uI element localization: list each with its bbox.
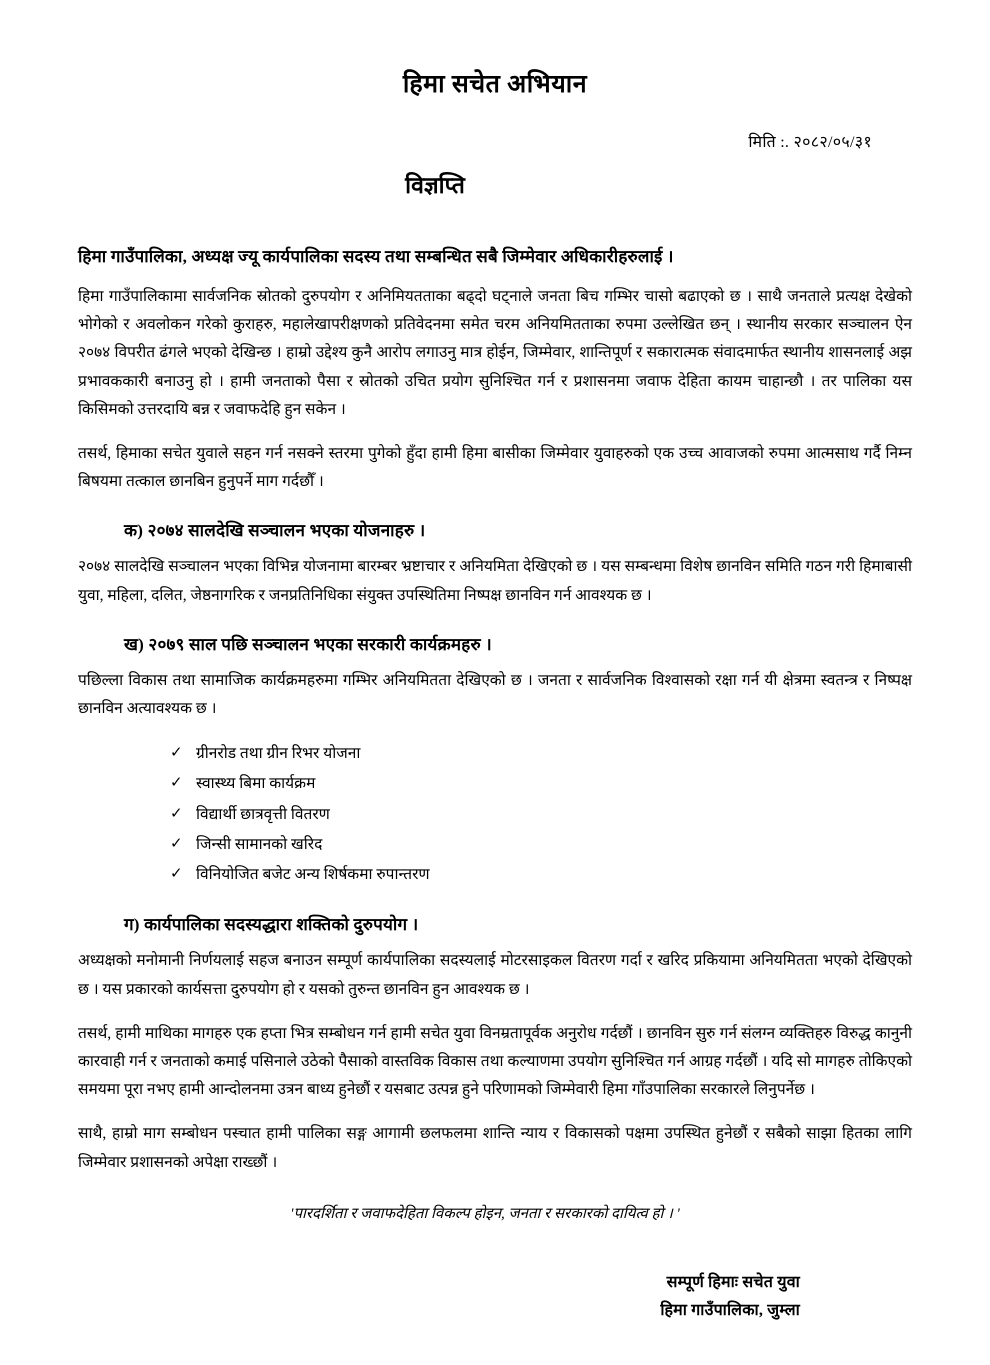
second-paragraph: तसर्थ, हिमाका सचेत युवाले सहन गर्न नसक्ने स्तरमा पुगेको हुँदा हामी हिमा बासीका जिम्मेवार युवाहरुको एक उच्च आवाजको रुपमा आत्मसाथ गर्दै निम्न बिषयमा तत्काल छानबिन हुनुपर्ने माग गर्दछौँ । <box>78 445 912 491</box>
notice-heading: विज्ञप्ति <box>405 173 465 198</box>
demand-paragraph: तसर्थ, हामी माथिका मागहरु एक हप्ता भित्र सम्बोधन गर्न हामी सचेत युवा विनम्रतापूर्वक अनुरोध गर्दछौं । छानविन सुरु गर्न संलग्न व्यक्तिहरु विरुद्ध कानुनी कारवाही गर्न र जनताको कमाई पसिनाले उठेको पैसाको वास्तविक विकास तथा कल्याणमा उपयोग सुनिश्चित गर्न आग्रह गर्दछौं । यदि सो मागहरु तोकिएको समयमा पूरा नभए हामी आन्दोलनमा उत्रन बाध्य हुनेछौं र यसबाट उत्पन्न हुने परिणामको जिम्मेवारी हिमा गाँउपालिका सरकारले लिनुपर्नेछ । <box>78 1024 912 1099</box>
section-heading-a: क) २०७४ सालदेखि सञ्चालन भएका योजनाहरु । <box>124 521 426 541</box>
list-item <box>170 800 912 830</box>
quote-line: 'पारदर्शिता र जवाफदेहिता विकल्प होइन, जनता र सरकारको दायित्व हो । ' <box>290 1205 680 1222</box>
list-item-label: विद्यार्थी छात्रवृत्ती वितरण <box>196 805 330 823</box>
section-c-body: अध्यक्षको मनोमानी निर्णयलाई सहज बनाउन सम्पूर्ण कार्यपालिका सदस्यलाई मोटरसाइकल वितरण गर्दा र खरिद प्रकियामा अनियमितता भएको देखिएको छ । यस प्रकारको कार्यसत्ता दुरुपयोग हो र यसको तुरुन्त छानविन हुन आवश्यक छ । <box>78 952 912 998</box>
section-heading-b: ख) २०७९ साल पछि सञ्चालन भएका सरकारी कार्यक्रमहरु । <box>124 634 492 654</box>
addressee-line: हिमा गाउँपालिका, अध्यक्ष ज्यू कार्यपालिका सदस्य तथा सम्बन्धित सबै जिम्मेवार अधिकारीहरुलाई । <box>78 247 674 266</box>
check-icon: ✓ <box>170 866 183 883</box>
section-heading-c: ग) कार्यपालिका सदस्यद्धारा शक्तिको दुरुपयोग । <box>124 915 419 935</box>
check-icon: ✓ <box>170 775 183 792</box>
section-a-body: २०७४ सालदेखि सञ्चालन भएका विभिन्न योजनामा बारम्बर भ्रष्टाचार र अनियमिता देखिएको छ । यस सम्बन्धमा विशेष छानविन समिति गठन गरी हिमाबासी युवा, महिला, दलित, जेष्ठनागरिक र जनप्रतिनिधिका संयुक्त उपस्थितिमा निष्पक्ष छानविन गर्न आवश्यक छ । <box>78 558 912 604</box>
list-item-label: ग्रीनरोड तथा ग्रीन रिभर योजना <box>196 745 361 763</box>
date-line: मिति :. २०८२/०५/३१ <box>748 134 872 151</box>
check-icon: ✓ <box>170 835 183 852</box>
check-icon: ✓ <box>170 745 183 762</box>
bullet-list <box>78 739 912 890</box>
signature-line-2: हिमा गाउँपालिका, जुम्ला <box>660 1301 800 1319</box>
check-icon: ✓ <box>170 805 183 822</box>
intro-paragraph: हिमा गाउँपालिकामा सार्वजनिक स्रोतको दुरुपयोग र अनिमियतताका बढ्दो घट्नाले जनता बिच गम्भिर चासो बढाएको छ । साथै जनताले प्रत्यक्ष देखेको भोगेको र अवलोकन गरेको कुराहरु, महालेखापरीक्षणको प्रतिवेदनमा समेत चरम अनियमितताका रुपमा उल्लेखित छन् । स्थानीय सरकार सञ्चालन ऐन २०७४ विपरीत ढंगले भएको देखिन्छ । हाम्रो उद्देश्य कुनै आरोप लगाउनु मात्र होईन, जिम्मेवार, शान्तिपूर्ण र सकारात्मक संवादमार्फत स्थानीय शासनलाई अझ प्रभावककारी बनाउनु हो । हामी जनताको पैसा र स्रोतको उचित प्रयोग सुनिश्चित गर्न र प्रशासनमा जवाफ देहिता कायम चाहान्छौ । तर पालिका यस किसिमको उत्तरदायि बन्न र जवाफदेहि हुन सकेन । <box>78 288 912 418</box>
closing-paragraph: साथै, हाम्रो माग सम्बोधन पस्चात हामी पालिका सङ्ग आगामी छलफलमा शान्ति न्याय र विकासको पक्षमा उपस्थित हुनेछौं र सबैको साझा हितका लागि जिम्मेवार प्रशासनको अपेक्षा राख्छौं । <box>78 1125 912 1171</box>
list-item-label: जिन्सी सामानको खरिद <box>196 835 323 853</box>
list-item-label: विनियोजित बजेट अन्य शिर्षकमा रुपान्तरण <box>196 866 430 884</box>
list-item <box>170 769 912 799</box>
list-item <box>170 860 912 890</box>
section-b-body: पछिल्ला विकास तथा सामाजिक कार्यक्रमहरुमा गम्भिर अनियमितता देखिएको छ । जनता र सार्वजनिक विश्वासको रक्षा गर्न यी क्षेत्रमा स्वतन्त्र र निष्पक्ष छानविन अत्यावश्यक छ । <box>78 671 912 718</box>
signature-line-1: सम्पूर्ण हिमाः सचेत युवा <box>666 1273 800 1291</box>
signature-block <box>78 1269 912 1325</box>
page-title: हिमा सचेत अभियान <box>402 71 588 98</box>
list-item <box>170 830 912 860</box>
list-item <box>170 739 912 769</box>
list-item-label: स्वास्थ्य बिमा कार्यक्रम <box>196 775 316 793</box>
